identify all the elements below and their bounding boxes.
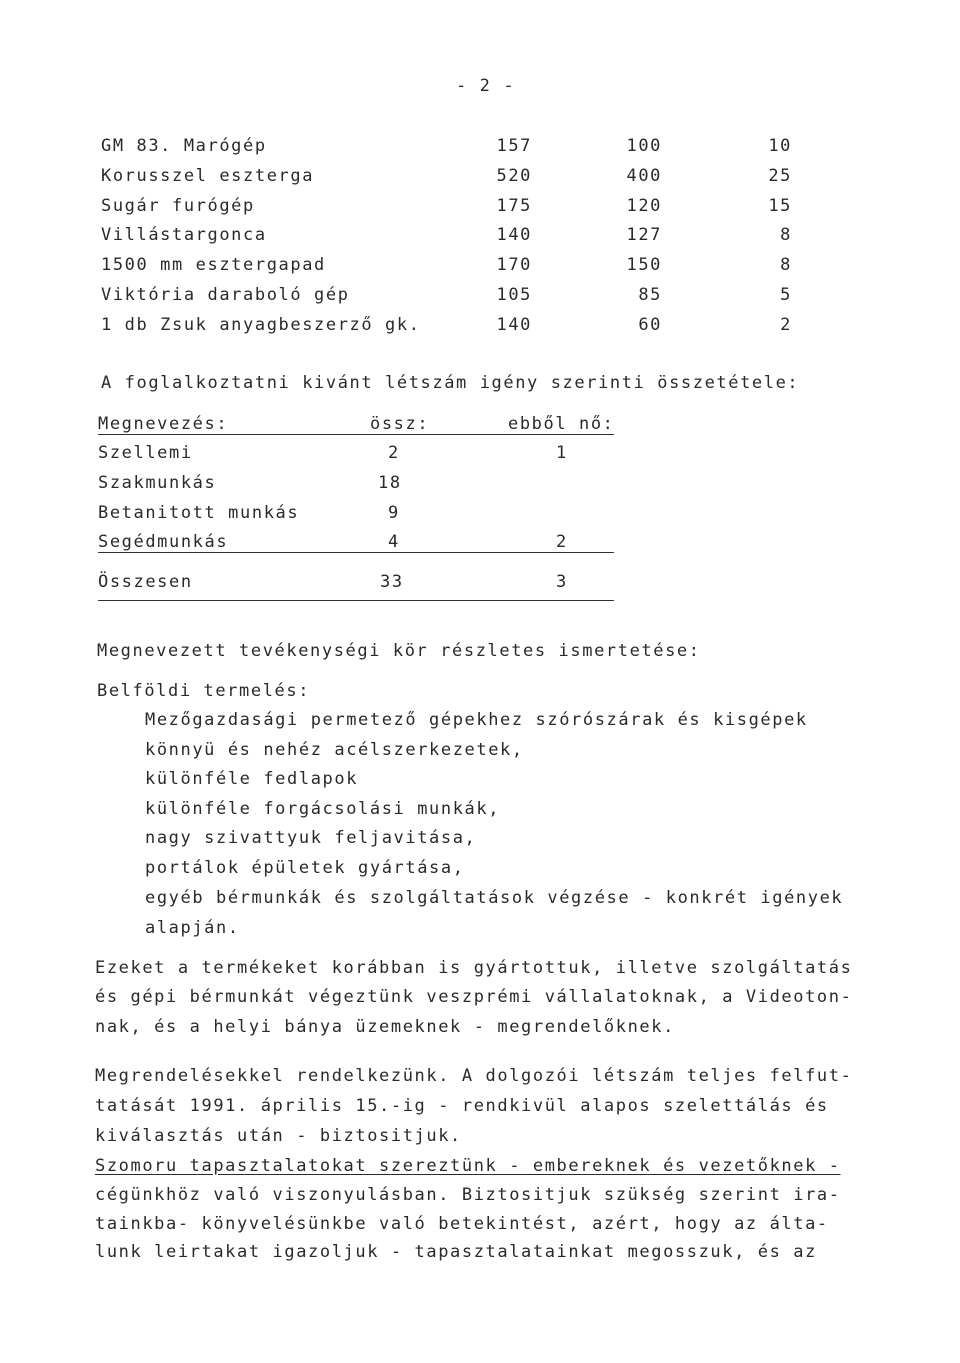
machine-value-1: 157: [496, 136, 532, 156]
machine-value-3: 25: [768, 166, 792, 186]
machine-value-3: 2: [780, 315, 792, 335]
activity-item: portálok épületek gyártása,: [145, 858, 465, 878]
activity-item: könnyü és nehéz acélszerkezetek,: [145, 740, 524, 760]
machine-value-3: 10: [768, 136, 792, 156]
machine-value-1: 520: [496, 166, 532, 186]
activity-item: alapján.: [145, 918, 240, 938]
machine-value-2: 400: [626, 166, 662, 186]
paragraph-line: tatását 1991. április 15.-ig - rendkivül alapos szelettálás és: [95, 1096, 829, 1116]
header-rule: [98, 434, 614, 435]
staff-total-women: 3: [556, 572, 568, 592]
staff-row-name: Szakmunkás: [98, 473, 217, 493]
paragraph-line: cégünkhöz való viszonyulásban. Biztositjuk szükség szerint ira-: [95, 1185, 841, 1205]
staff-row-name: Szellemi: [98, 443, 193, 463]
activity-item: Mezőgazdasági permetező gépekhez szórószárak és kisgépek: [145, 710, 808, 730]
machine-value-1: 140: [496, 315, 532, 335]
machine-value-2: 127: [626, 225, 662, 245]
staff-header-women: ebből nő:: [508, 414, 615, 434]
page-number: - 2 -: [456, 76, 516, 96]
staff-total-name: Összesen: [98, 572, 193, 592]
paragraph-line: Megrendelésekkel rendelkezünk. A dolgozói létszám teljes felfut-: [95, 1066, 853, 1086]
machine-value-3: 8: [780, 255, 792, 275]
staff-row-total: 18: [378, 473, 402, 493]
paragraph-line: Szomoru tapasztalatokat szereztünk - embereknek és vezetőknek -: [95, 1156, 841, 1176]
activity-item: egyéb bérmunkák és szolgáltatások végzése - konkrét igények: [145, 888, 844, 908]
paragraph-line: nak, és a helyi bánya üzemeknek - megrendelőknek.: [95, 1017, 675, 1037]
machine-value-1: 175: [496, 196, 532, 216]
staff-row-name: Segédmunkás: [98, 532, 229, 552]
machine-value-2: 150: [626, 255, 662, 275]
machine-value-1: 140: [496, 225, 532, 245]
machine-value-2: 100: [626, 136, 662, 156]
machine-value-2: 85: [638, 285, 662, 305]
staff-row-women: 2: [556, 532, 568, 552]
machine-name: GM 83. Marógép: [101, 136, 267, 156]
paragraph-line: tainkba- könyvelésünkbe való betekintést, azért, hogy az álta-: [95, 1214, 829, 1234]
staff-heading: A foglalkoztatni kivánt létszám igény szerinti összetétele:: [101, 373, 800, 393]
activity-item: különféle fedlapok: [145, 769, 359, 789]
machine-value-1: 105: [496, 285, 532, 305]
subtotal-rule: [98, 552, 614, 553]
machine-value-2: 120: [626, 196, 662, 216]
total-rule: [98, 600, 614, 601]
activity-heading: Megnevezett tevékenységi kör részletes ismertetése:: [97, 641, 701, 661]
machine-name: Korusszel esztergа: [101, 166, 315, 186]
staff-row-name: Betanitott munkás: [98, 503, 300, 523]
machine-name: 1500 mm esztergapad: [101, 255, 326, 275]
machine-value-3: 5: [780, 285, 792, 305]
machine-value-3: 15: [768, 196, 792, 216]
activity-item: nagy szivattyuk feljavitása,: [145, 828, 477, 848]
activity-item: különféle forgácsolási munkák,: [145, 799, 501, 819]
staff-row-total: 9: [388, 503, 400, 523]
paragraph-line: Ezeket a termékeket korábban is gyártottuk, illetve szolgáltatás: [95, 958, 853, 978]
staff-header-total: össz:: [370, 414, 430, 434]
paragraph-line: és gépi bérmunkát végeztünk veszprémi vállalatoknak, a Videoton-: [95, 987, 853, 1007]
domestic-heading: Belföldi termelés:: [97, 681, 311, 701]
staff-row-total: 2: [388, 443, 400, 463]
staff-row-women: 1: [556, 443, 568, 463]
machine-value-2: 60: [638, 315, 662, 335]
paragraph-line: kiválasztás után - biztositjuk.: [95, 1126, 462, 1146]
machine-name: Viktória daraboló gép: [101, 285, 350, 305]
machine-name: 1 db Zsuk anyagbeszerző gk.: [101, 315, 421, 335]
machine-name: Sugár furógép: [101, 196, 255, 216]
staff-total-total: 33: [380, 572, 404, 592]
staff-header-name: Megnevezés:: [98, 414, 229, 434]
machine-name: Villástargonca: [101, 225, 267, 245]
staff-row-total: 4: [388, 532, 400, 552]
machine-value-1: 170: [496, 255, 532, 275]
paragraph-line: lunk leirtakat igazoljuk - tapasztalatainkat megosszuk, és az: [95, 1242, 817, 1262]
machine-value-3: 8: [780, 225, 792, 245]
